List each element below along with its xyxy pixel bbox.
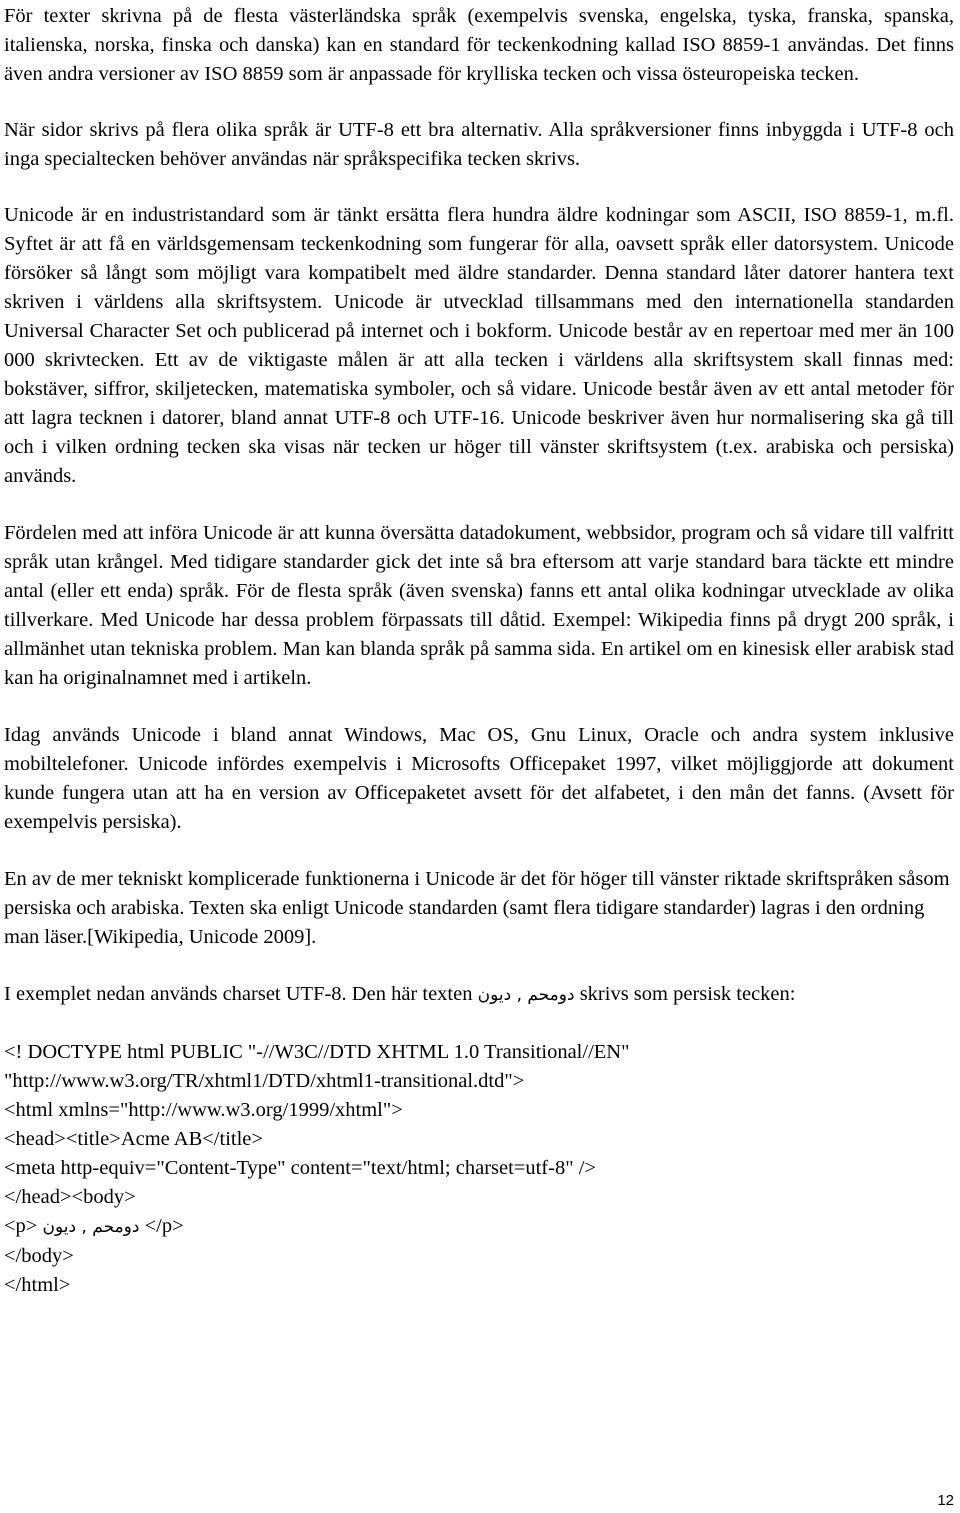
code-line-html-open: <html xmlns="http://www.w3.org/1999/xhtml"> <box>4 1099 403 1121</box>
paragraph-spacer <box>4 837 954 865</box>
code-p-close: </p> <box>139 1215 184 1237</box>
paragraph-unicode-intro: Unicode är en industristandard som är tänkt ersätta flera hundra äldre kodningar som ASCII, ISO 8859-1, m.fl. Syftet är att få en världsgemensam teckenkodning som fungerar för alla, oavsett språk eller datorsystem. Unicode försöker så långt som möjligt vara kompatibelt med äldre standarder. Denna standard låter datorer hantera text skriven i världens alla skriftsystem. Unicode är utvecklad tillsammans med den internationella standarden Universal Character Set och publicerad på internet och i bokform. Unicode består av en repertoar med mer än 100 000 skrivtecken. Ett av de viktigaste målen är att alla tecken i världens alla skriftsystem skall finnas med: bokstäver, siffror, skiljetecken, matematiska symboler, och så vidare. Unicode består även av ett antal metoder för att lagra tecknen i datorer, bland annat UTF-8 och UTF-16. Unicode beskriver även hur normalisering ska gå till och i vilken ordning tecken ska visas när tecken ur höger till vänster skriftsystem (t.ex. arabiska och persiska) används. <box>4 204 954 487</box>
persian-text: دومحم , دیون <box>477 985 575 1005</box>
paragraph-utf8: När sidor skrivs på flera olika språk är UTF-8 ett bra alternativ. Alla språkversioner finns inbyggda i UTF-8 och inga specialtecken behöver användas när språkspecifika tecken skrivs. <box>4 119 954 170</box>
paragraph-spacer <box>4 1010 954 1038</box>
example-text-after: skrivs som persisk tecken: <box>574 983 796 1005</box>
code-persian-text: دومحم , دیون <box>42 1217 140 1237</box>
code-line-dtd-url: "http://www.w3.org/TR/xhtml1/DTD/xhtml1-transitional.dtd"> <box>4 1070 525 1092</box>
paragraph-spacer <box>4 952 954 980</box>
code-line-paragraph <box>4 1212 954 1242</box>
paragraph-spacer <box>4 491 954 519</box>
paragraph-spacer <box>4 174 954 201</box>
paragraph-example-intro <box>4 980 954 1010</box>
paragraph-iso-8859: För texter skrivna på de flesta västerländska språk (exempelvis svenska, engelska, tyska, franska, spanska, italienska, norska, finska och danska) kan en standard för teckenkodning kallad ISO 8859-1 användas. Det finns även andra versioner av ISO 8859 som är anpassade för krylliska tecken och vissa östeuropeiska tecken. <box>4 5 954 85</box>
code-p-open: <p> <box>4 1215 43 1237</box>
html-code-example <box>4 1038 954 1300</box>
code-line-html-close: </html> <box>4 1274 71 1296</box>
example-text-before: I exemplet nedan används charset UTF-8. Den här texten <box>4 983 478 1005</box>
page-number: 12 <box>937 1492 954 1509</box>
paragraph-spacer <box>4 89 954 116</box>
code-line-head-title: <head><title>Acme AB</title> <box>4 1128 263 1150</box>
document-page <box>4 0 954 1300</box>
paragraph-unicode-benefits: Fördelen med att införa Unicode är att kunna översätta datadokument, webbsidor, program och så vidare till valfritt språk utan krångel. Med tidigare standarder gick det inte så bra eftersom att varje standard bara täckte ett mindre antal (eller ett enda) språk. För de flesta språk (även svenska) fanns ett antal olika kodningar utvecklade av olika tillverkare. Med Unicode har dessa problem förpassats till dåtid. Exempel: Wikipedia finns på drygt 200 språk, i allmänhet utan tekniska problem. Man kan blanda språk på samma sida. En artikel om en kinesisk eller arabisk stad kan ha originalnamnet med i artikeln. <box>4 522 954 689</box>
code-line-head-close: </head><body> <box>4 1186 136 1208</box>
paragraph-rtl-scripts: En av de mer tekniskt komplicerade funktionerna i Unicode är det för höger till vänster riktade skriftspråken såsom persiska och arabiska. Texten ska enligt Unicode standarden (samt flera tidigare standarder) lagras i den ordning man läser.[Wikipedia, Unicode 2009]. <box>4 868 950 948</box>
code-line-body-close: </body> <box>4 1245 74 1267</box>
paragraph-spacer <box>4 693 954 721</box>
code-line-meta: <meta http-equiv="Content-Type" content="text/html; charset=utf-8" /> <box>4 1157 596 1179</box>
code-line-doctype: <! DOCTYPE html PUBLIC "-//W3C//DTD XHTML 1.0 Transitional//EN" <box>4 1041 630 1063</box>
paragraph-unicode-usage: Idag används Unicode i bland annat Windows, Mac OS, Gnu Linux, Oracle och andra system inklusive mobiltelefoner. Unicode infördes exempelvis i Microsofts Officepaket 1997, vilket möjliggjorde att dokument kunde fungera utan att ha en version av Officepaketet avsett för det alfabetet, i den mån det fanns. (Avsett för exempelvis persiska). <box>4 724 954 833</box>
